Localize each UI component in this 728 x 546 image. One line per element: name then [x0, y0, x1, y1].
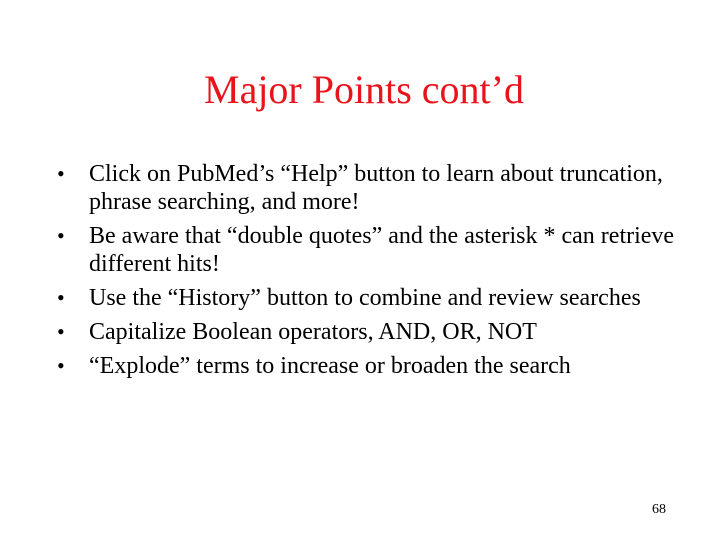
bullet-item — [57, 222, 697, 278]
bullet-marker: • — [57, 319, 65, 344]
bullet-text: Capitalize Boolean operators, AND, OR, NOT — [89, 319, 537, 345]
bullet-text: Click on PubMed’s “Help” button to learn about truncation, phrase searching, and more! — [89, 161, 663, 215]
bullet-item — [57, 352, 697, 380]
bullet-item — [57, 318, 697, 346]
bullet-marker: • — [57, 161, 65, 186]
bullet-text: Use the “History” button to combine and review searches — [89, 285, 641, 311]
bullet-marker: • — [57, 353, 65, 378]
bullet-item — [57, 284, 697, 312]
page-number: 68 — [652, 502, 666, 517]
bullet-list — [57, 160, 697, 386]
bullet-item — [57, 160, 697, 216]
bullet-text: “Explode” terms to increase or broaden the search — [89, 353, 571, 379]
bullet-text: Be aware that “double quotes” and the asterisk * can retrieve different hits! — [89, 223, 675, 277]
bullet-marker: • — [57, 285, 65, 310]
bullet-marker: • — [57, 223, 65, 248]
slide-title: Major Points cont’d — [204, 67, 524, 112]
